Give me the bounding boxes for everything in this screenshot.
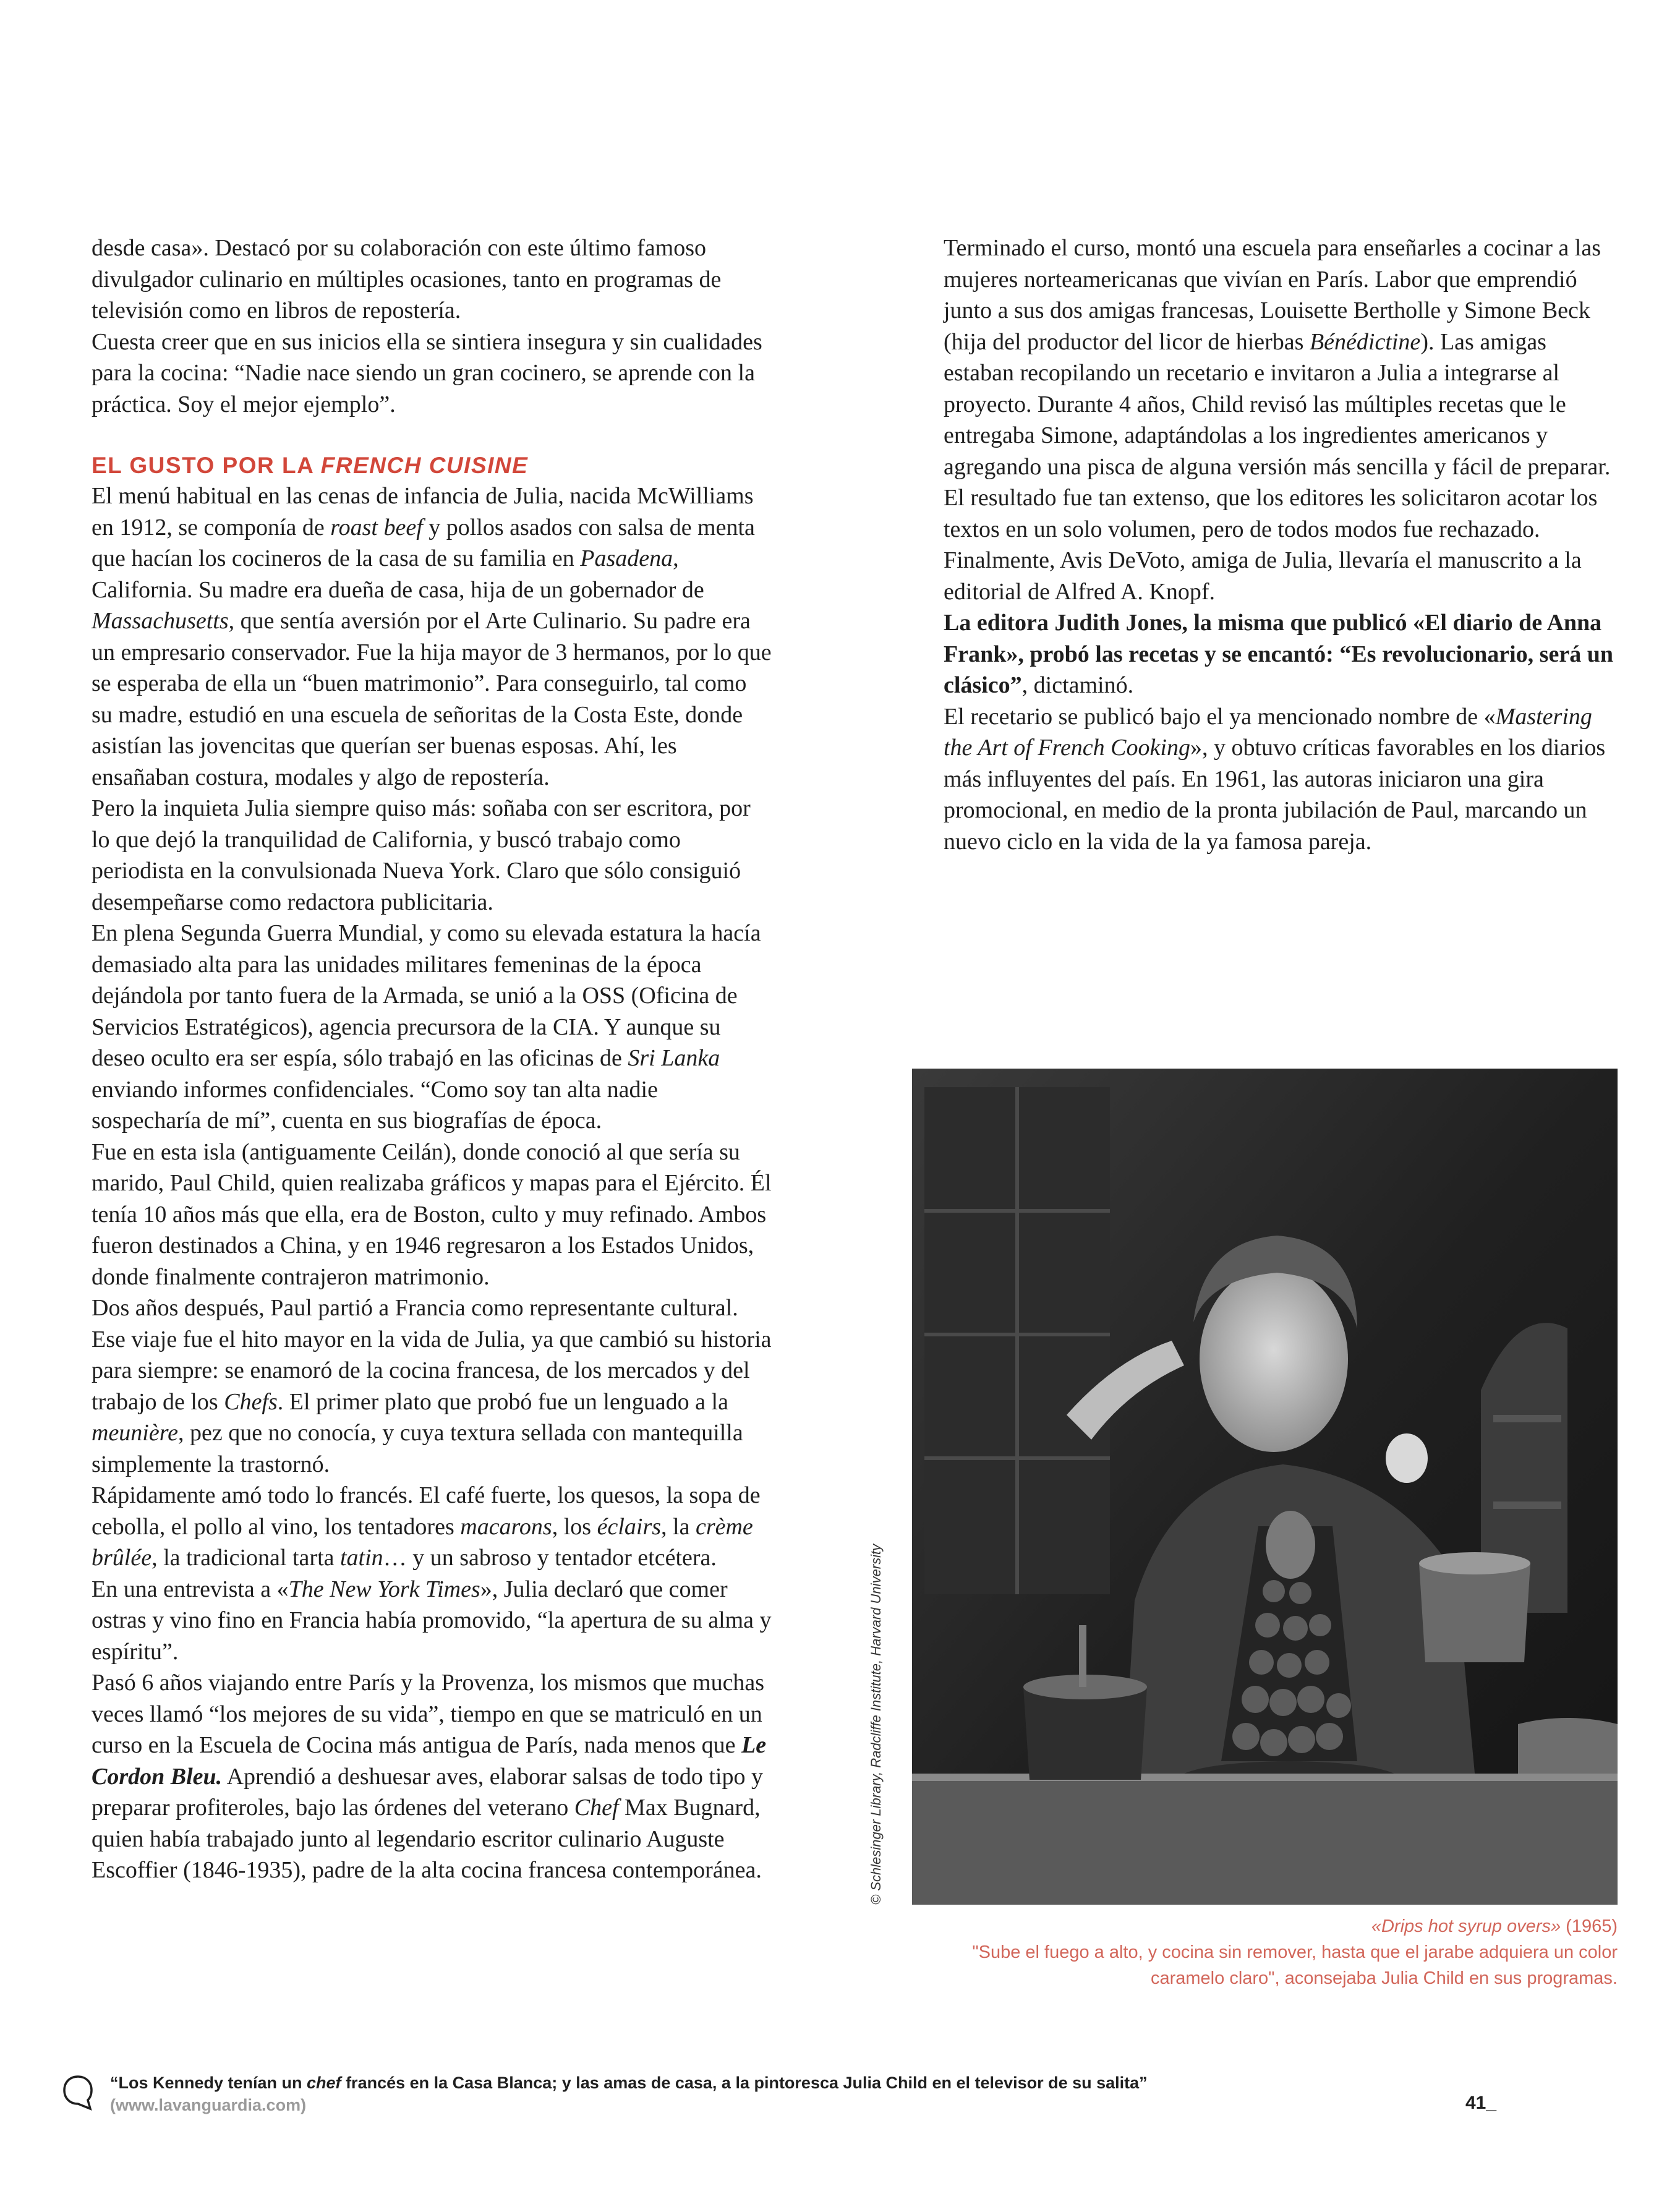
footer-quote: “Los Kennedy tenían un chef francés en la Casa Blanca; y las amas de casa, a la pintoresca Julia Child en el televisor de su salita” (www.lavanguardia.com) xyxy=(62,2072,1484,2116)
paragraph: Terminado el curso, montó una escuela para enseñarles a cocinar a las mujeres norteamericanas que vivían en París. Labor que emprendió junto a sus dos amigas francesas, Louisette Bertholle y Simone Beck (hija del productor del licor de hierbas Bénédictine). Las amigas estaban recopilando un recetario e invitaron a Julia a integrarse al proyecto. Durante 4 años, Child revisó las múltiples recetas que le entregaba Simone, adaptándolas a los ingredientes americanos y agregando una pisca de alguna versión más sencilla y fácil de preparar. xyxy=(944,235,1611,480)
paragraph: El menú habitual en las cenas de infancia de Julia, nacida McWilliams en 1912, se componía de roast beef y pollos asados con salsa de menta que hacían los cocineros de la casa de su familia en Pasadena, California. Su madre era dueña de casa, hija de un gobernador de Massachusetts, que sentía aversión por el Arte Culinario. Su padre era un empresario conservador. Fue la hija mayor de 3 hermanos, por lo que se esperaba de ella un “buen matrimonio”. Para conseguirlo, tal como su madre, estudió en una escuela de señoritas de la Costa Este, donde asistían las jovencitas que querían ser buenas esposas. Ahí, les ensañaban costura, modales y algo de repostería. xyxy=(92,483,772,790)
julia-child-photo xyxy=(912,1069,1618,1905)
caption-line: "Sube el fuego a alto, y cocina sin remover, hasta que el jarabe adquiera un color xyxy=(972,1942,1618,1962)
speech-bubble-icon xyxy=(62,2074,94,2111)
paragraph: Dos años después, Paul partió a Francia como representante cultural. Ese viaje fue el hito mayor en la vida de Julia, ya que cambió su historia para siempre: se enamoró de la cocina francesa, de los mercados y del trabajo de los Chefs. El primer plato que probó fue un lenguado a la meunière, pez que no conocía, y cuya textura sellada con mantequilla simplemente la trastornó. xyxy=(92,1295,772,1477)
paragraph: desde casa». Destacó por su colaboración con este último famoso divulgador culinario en múltiples ocasiones, tanto en programas de televisión como en libros de repostería. xyxy=(92,235,722,323)
caption-title-line: «Drips hot syrup overs» (1965) xyxy=(1371,1916,1618,1936)
right-text-column xyxy=(944,233,1621,857)
section-heading: EL GUSTO POR LA FRENCH CUISINE xyxy=(92,453,529,478)
paragraph: La editora Judith Jones, la misma que publicó «El diario de Anna Frank», probó las recetas y se encantó: “Es revolucionario, será un clásico”, dictaminó. xyxy=(944,610,1613,698)
paragraph: En plena Segunda Guerra Mundial, y como su elevada estatura la hacía demasiado alta para las unidades militares femeninas de la época dejándola por tanto fuera de la Armada, se unió a la OSS (Oficina de Servicios Estratégicos), agencia precursora de la CIA. Y aunque su deseo oculto era ser espía, sólo trabajó en las oficinas de Sri Lanka enviando informes confidenciales. “Como soy tan alta nadie sospecharía de mí”, cuenta en sus biografías de época. xyxy=(92,920,761,1134)
paragraph: Pero la inquieta Julia siempre quiso más: soñaba con ser escritora, por lo que dejó la tranquilidad de California, y buscó trabajo como periodista en la convulsionada Nueva York. Claro que sólo consiguió desempeñarse como redactora publicitaria. xyxy=(92,795,751,915)
paragraph: El resultado fue tan extenso, que los editores les solicitaron acotar los textos en un solo volumen, pero de todos modos fue rechazado. Finalmente, Avis DeVoto, amiga de Julia, llevaría el manuscrito a la editorial de Alfred A. Knopf. xyxy=(944,485,1598,605)
paragraph: Rápidamente amó todo lo francés. El café fuerte, los quesos, la sopa de cebolla, el pollo al vino, los tentadores macarons, los éclairs, la crème brûlée, la tradicional tarta tatin… y un sabroso y tentador etcétera. xyxy=(92,1482,761,1571)
page-number: 41_ xyxy=(1465,2093,1497,2113)
photo-caption xyxy=(912,1913,1618,1991)
caption-line: caramelo claro", aconsejaba Julia Child en sus programas. xyxy=(1150,1968,1618,1988)
left-text-column xyxy=(92,233,772,1886)
paragraph: Cuesta creer que en sus inicios ella se sintiera insegura y sin cualidades para la cocina: “Nadie nace siendo un gran cocinero, se aprende con la práctica. Soy el mejor ejemplo”. xyxy=(92,328,762,417)
paragraph: El recetario se publicó bajo el ya mencionado nombre de «Mastering the Art of French Cooking», y obtuvo críticas favorables en los diarios más influyentes del país. En 1961, las autoras iniciaron una gira promocional, en medio de la pronta jubilación de Paul, marcando un nuevo ciclo en la vida de la ya famosa pareja. xyxy=(944,703,1606,855)
photo-credit: © Schlesinger Library, Radcliffe Institute, Harvard University xyxy=(868,1544,884,1905)
quote-source: (www.lavanguardia.com) xyxy=(110,2096,307,2114)
paragraph: Fue en esta isla (antiguamente Ceilán), donde conoció al que sería su marido, Paul Child, quien realizaba gráficos y mapas para el Ejército. Él tenía 10 años más que ella, era de Boston, culto y muy refinado. Ambos fueron destinados a China, y en 1946 regresaron a los Estados Unidos, donde finalmente contrajeron matrimonio. xyxy=(92,1138,772,1290)
paragraph: En una entrevista a «The New York Times», Julia declaró que comer ostras y vino fino en Francia había promovido, “la apertura de su alma y espíritu”. xyxy=(92,1576,772,1665)
paragraph: Pasó 6 años viajando entre París y la Provenza, los mismos que muchas veces llamó “los mejores de su vida”, tiempo en que se matriculó en un curso en la Escuela de Cocina más antigua de París, nada menos que Le Cordon Bleu. Aprendió a deshuesar aves, elaborar salsas de todo tipo y preparar profiteroles, bajo las órdenes del veterano Chef Max Bugnard, quien había trabajado junto al legendario escritor culinario Auguste Escoffier (1846-1935), padre de la alta cocina francesa contemporánea. xyxy=(92,1670,767,1883)
